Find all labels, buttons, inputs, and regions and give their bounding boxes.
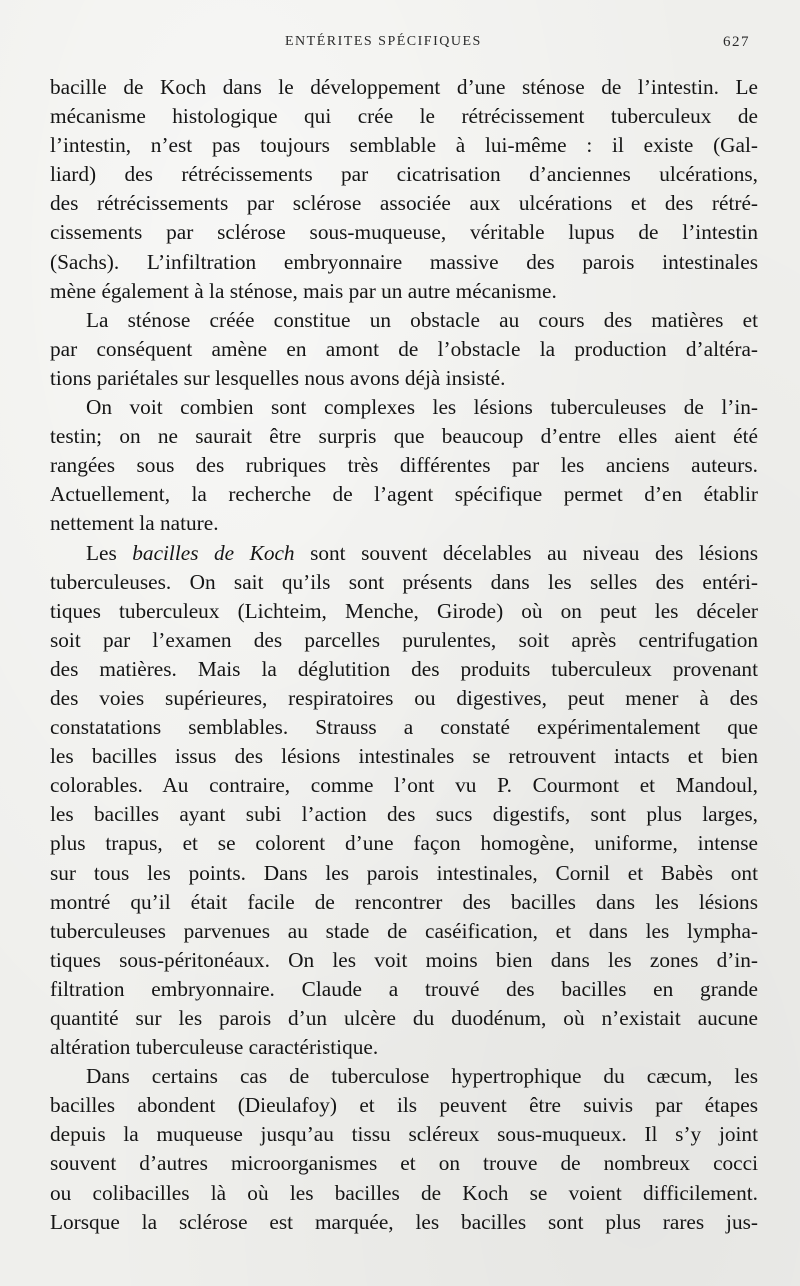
- text-line: rangées sous des rubriques très différentes par les anciens auteurs.: [50, 453, 758, 478]
- text-line: colorables. Au contraire, comme l’ont vu P. Courmont et Mandoul,: [50, 773, 758, 798]
- text-line: tiques sous-péritonéaux. On les voit moins bien dans les zones d’in-: [50, 947, 758, 972]
- text-line: des voies supérieures, respiratoires ou digestives, peut mener à des: [50, 685, 758, 710]
- text-line: On voit combien sont complexes les lésions tuberculeuses de l’in-: [86, 395, 758, 420]
- text-line: souvent d’autres microorganismes et on trouve de nombreux cocci: [50, 1151, 758, 1176]
- text-line: quantité sur les parois d’un ulcère du duodénum, où n’existait aucune: [50, 1006, 758, 1030]
- text-line: bacille de Koch dans le développement d’une sténose de l’intestin. Le: [50, 75, 758, 99]
- text-line: ou colibacilles là où les bacilles de Koch se voient difficilement.: [50, 1180, 758, 1205]
- text-line: cissements par sclérose sous-muqueuse, véritable lupus de l’intestin: [50, 220, 758, 245]
- text-line: altération tuberculeuse caractéristique.: [50, 1035, 379, 1060]
- italic-term: bacilles de Koch: [132, 540, 295, 565]
- text-line: des matières. Mais la déglutition des produits tuberculeux provenant: [50, 656, 758, 681]
- text-line: constatations semblables. Strauss a constaté expérimentalement que: [50, 715, 758, 740]
- text-line: soit par l’examen des parcelles purulentes, soit après centrifugation: [50, 627, 758, 652]
- body-text: [50, 73, 758, 1237]
- text-line: mène également à la sténose, mais par un autre mécanisme.: [50, 278, 557, 303]
- text-line: liard) des rétrécissements par cicatrisation d’anciennes ulcérations,: [50, 162, 758, 187]
- text-line: sur tous les points. Dans les parois intestinales, Cornil et Babès ont: [50, 860, 758, 885]
- text-line: nettement la nature.: [50, 511, 219, 536]
- page-header: [0, 34, 800, 58]
- text-segment: sont souvent décelables au niveau des lésions: [294, 540, 759, 565]
- text-segment: Les: [86, 540, 133, 565]
- text-line: Dans certains cas de tuberculose hypertrophique du cæcum, les: [86, 1064, 758, 1089]
- text-line: mécanisme histologique qui crée le rétrécissement tuberculeux de: [50, 104, 758, 129]
- text-line: Actuellement, la recherche de l’agent spécifique permet d’en établir: [50, 482, 758, 507]
- text-line: tions pariétales sur lesquelles nous avons déjà insisté.: [50, 365, 506, 390]
- text-line: tuberculeuses parvenues au stade de caséification, et dans les lympha-: [50, 918, 758, 943]
- text-line: Lorsque la sclérose est marquée, les bacilles sont plus rares jus-: [50, 1209, 758, 1234]
- text-line: tuberculeuses. On sait qu’ils sont présents dans les selles des entéri-: [50, 569, 758, 594]
- text-line: tiques tuberculeux (Lichteim, Menche, Girode) où on peut les déceler: [50, 598, 758, 623]
- text-line: (Sachs). L’infiltration embryonnaire massive des parois intestinales: [50, 249, 758, 274]
- text-line: bacilles abondent (Dieulafoy) et ils peuvent être suivis par étapes: [50, 1093, 758, 1118]
- text-line: testin; on ne saurait être surpris que beaucoup d’entre elles aient été: [50, 424, 758, 449]
- text-line: des rétrécissements par sclérose associée aux ulcérations et des rétré-: [50, 191, 758, 216]
- page-number: 627: [723, 34, 750, 50]
- text-line: plus trapus, et se colorent d’une façon homogène, uniforme, intense: [50, 831, 758, 856]
- text-line: montré qu’il était facile de rencontrer des bacilles dans les lésions: [50, 889, 758, 914]
- text-line: filtration embryonnaire. Claude a trouvé des bacilles en grande: [50, 976, 758, 1001]
- running-title: ENTÉRITES SPÉCIFIQUES: [285, 34, 482, 49]
- text-line: [50, 539, 758, 568]
- text-line: les bacilles issus des lésions intestinales se retrouvent intacts et bien: [50, 744, 758, 769]
- text-line: depuis la muqueuse jusqu’au tissu scléreux sous-muqueux. Il s’y joint: [50, 1122, 758, 1147]
- text-line: par conséquent amène en amont de l’obstacle la production d’altéra-: [50, 336, 758, 361]
- text-line: les bacilles ayant subi l’action des sucs digestifs, sont plus larges,: [50, 802, 758, 827]
- text-line: l’intestin, n’est pas toujours semblable à lui-même : il existe (Gal-: [50, 133, 758, 158]
- text-line: La sténose créée constitue un obstacle au cours des matières et: [86, 307, 758, 332]
